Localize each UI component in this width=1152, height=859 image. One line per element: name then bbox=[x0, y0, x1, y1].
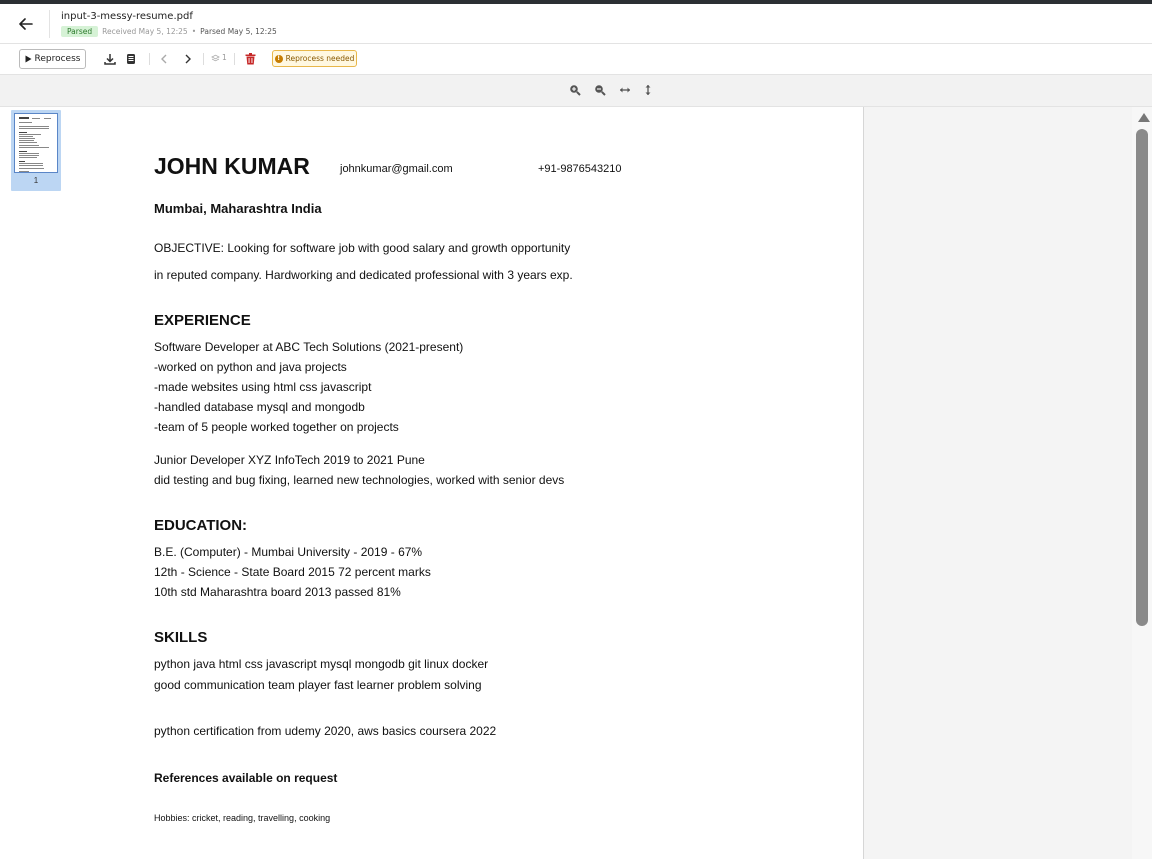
page-count: 1 bbox=[222, 53, 227, 62]
skills-line: python java html css javascript mysql mongodb git linux docker bbox=[154, 657, 489, 671]
trash-icon bbox=[245, 53, 256, 65]
resume-phone: +91-9876543210 bbox=[538, 163, 622, 175]
experience-line: Junior Developer XYZ InfoTech 2019 to 2021 Pune bbox=[154, 453, 425, 467]
education-heading: EDUCATION: bbox=[154, 517, 248, 534]
objective-line: OBJECTIVE: Looking for software job with good salary and growth opportunity bbox=[154, 241, 571, 255]
fit-width-button[interactable] bbox=[618, 83, 632, 97]
experience-line: -team of 5 people worked together on projects bbox=[154, 420, 399, 434]
previous-page-button[interactable] bbox=[157, 51, 171, 67]
zoom-out-icon bbox=[594, 84, 606, 96]
download-button[interactable] bbox=[103, 51, 117, 67]
meta-separator: • bbox=[191, 27, 197, 36]
scrollbar-thumb[interactable] bbox=[1136, 129, 1148, 626]
viewer-controls bbox=[0, 75, 1152, 107]
arrows-horizontal-icon bbox=[619, 86, 631, 94]
experience-heading: EXPERIENCE bbox=[154, 312, 251, 329]
education-line: 10th std Maharashtra board 2013 passed 81% bbox=[154, 585, 401, 599]
resume-email: johnkumar@gmail.com bbox=[340, 163, 453, 175]
skills-heading: SKILLS bbox=[154, 629, 208, 646]
resume-name: JOHN KUMAR bbox=[154, 153, 310, 179]
viewer-background bbox=[864, 107, 1132, 859]
chevron-right-icon bbox=[184, 54, 192, 64]
copy-icon bbox=[125, 53, 137, 65]
next-page-button[interactable] bbox=[181, 51, 195, 67]
thumbnail-sidebar bbox=[0, 107, 72, 859]
document-page bbox=[72, 107, 863, 859]
status-badge: Parsed bbox=[61, 26, 98, 37]
page-count-indicator bbox=[211, 53, 227, 62]
header-divider bbox=[49, 10, 50, 38]
experience-line: Software Developer at ABC Tech Solutions (2021-present) bbox=[154, 340, 464, 354]
toolbar bbox=[0, 44, 1152, 75]
fit-height-button[interactable] bbox=[641, 83, 655, 97]
skills-line: good communication team player fast learner problem solving bbox=[154, 678, 482, 692]
experience-line: -worked on python and java projects bbox=[154, 360, 347, 374]
arrows-vertical-icon bbox=[644, 84, 652, 96]
warning-text: Reprocess needed bbox=[285, 54, 355, 63]
thumbnail-preview bbox=[14, 113, 58, 173]
certifications-line: python certification from udemy 2020, aws basics coursera 2022 bbox=[154, 724, 497, 738]
objective-line: in reputed company. Hardworking and dedicated professional with 3 years exp. bbox=[154, 268, 573, 282]
warning-icon: ! bbox=[275, 55, 283, 63]
toolbar-divider bbox=[203, 53, 204, 65]
file-name: input-3-messy-resume.pdf bbox=[61, 11, 193, 22]
education-line: 12th - Science - State Board 2015 72 percent marks bbox=[154, 565, 431, 579]
file-meta bbox=[61, 26, 277, 37]
download-icon bbox=[104, 53, 116, 65]
parsed-time: Parsed May 5, 12:25 bbox=[200, 27, 277, 36]
toolbar-divider bbox=[234, 53, 235, 65]
reprocess-label: Reprocess bbox=[34, 54, 81, 64]
play-icon bbox=[25, 55, 32, 63]
experience-line: did testing and bug fixing, learned new technologies, worked with senior devs bbox=[154, 473, 565, 487]
education-line: B.E. (Computer) - Mumbai University - 2019 - 67% bbox=[154, 545, 423, 559]
chevron-left-icon bbox=[160, 54, 168, 64]
received-time: Received May 5, 12:25 bbox=[102, 27, 188, 36]
hobbies-line: Hobbies: cricket, reading, travelling, cooking bbox=[154, 813, 331, 823]
experience-line: -made websites using html css javascript bbox=[154, 380, 372, 394]
scroll-up-arrow[interactable] bbox=[1138, 113, 1150, 122]
toolbar-divider bbox=[149, 53, 150, 65]
page-thumbnail[interactable] bbox=[11, 110, 61, 191]
zoom-in-button[interactable] bbox=[568, 83, 582, 97]
resume-location: Mumbai, Maharashtra India bbox=[154, 201, 322, 216]
reprocess-warning-badge bbox=[272, 50, 357, 67]
back-button[interactable] bbox=[16, 14, 36, 34]
vertical-scrollbar[interactable] bbox=[1132, 107, 1152, 859]
arrow-left-icon bbox=[19, 18, 33, 30]
document-header bbox=[0, 4, 1152, 44]
references-line: References available on request bbox=[154, 771, 338, 785]
delete-button[interactable] bbox=[243, 51, 257, 67]
copy-button[interactable] bbox=[124, 51, 138, 67]
thumbnail-page-number: 1 bbox=[33, 176, 39, 185]
experience-line: -handled database mysql and mongodb bbox=[154, 400, 365, 414]
reprocess-button[interactable] bbox=[19, 49, 86, 69]
zoom-out-button[interactable] bbox=[593, 83, 607, 97]
pages-icon bbox=[211, 54, 220, 62]
zoom-in-icon bbox=[569, 84, 581, 96]
